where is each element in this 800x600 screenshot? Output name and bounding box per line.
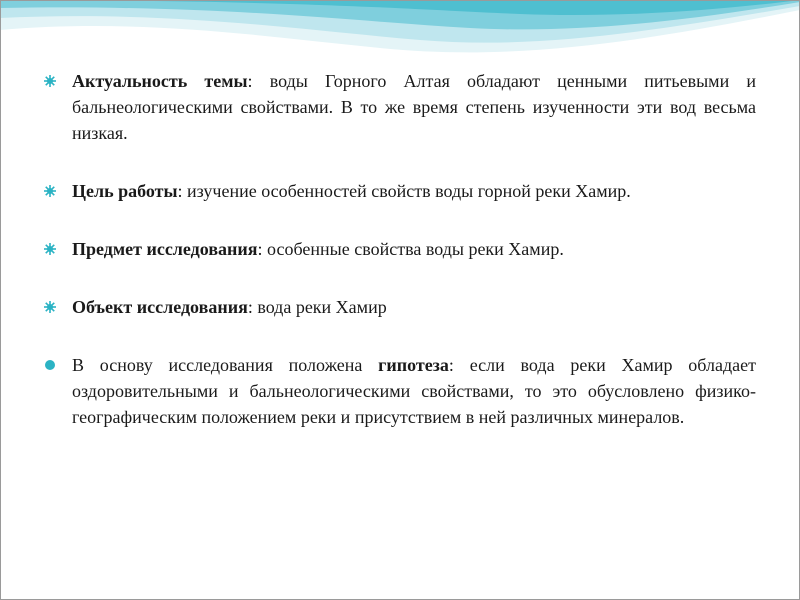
teal-ray-bullet-icon: [44, 185, 56, 197]
item-term: Объект исследования: [72, 297, 248, 317]
item-text: : изучение особенностей свойств воды горной реки Хамир.: [177, 181, 631, 201]
item-term: Предмет исследования: [72, 239, 258, 259]
item-term: Цель работы: [72, 181, 178, 201]
list-item-subject: [44, 236, 756, 262]
list-item-hypothesis: [44, 352, 756, 430]
teal-ray-bullet-icon: [44, 243, 56, 255]
teal-dot-bullet-icon: [44, 359, 56, 371]
header-wave-decoration: [0, 0, 800, 70]
teal-ray-bullet-icon: [44, 301, 56, 313]
item-text: : вода реки Хамир: [247, 297, 387, 317]
list-item-goal: [44, 178, 756, 204]
item-term: Актуальность темы: [72, 71, 248, 91]
item-text: : если вода реки Хамир обладает оздоровительными и бальнеологическими свойствами, то это обусловлено физико-географическим положением реки и присутствием в ней различных минералов.: [72, 355, 756, 427]
list-item-relevance: [44, 68, 756, 146]
item-prefix: В основу исследования положена: [72, 355, 379, 375]
list-item-object: [44, 294, 756, 320]
item-text: : воды Горного Алтая обладают ценными питьевыми и бальнеологическими свойствами. В то же время степень изученности эти вод весьма низкая.: [72, 71, 756, 143]
slide-content: [44, 68, 756, 430]
item-term: гипотеза: [378, 355, 449, 375]
item-text: : особенные свойства воды реки Хамир.: [257, 239, 564, 259]
teal-ray-bullet-icon: [44, 75, 56, 87]
